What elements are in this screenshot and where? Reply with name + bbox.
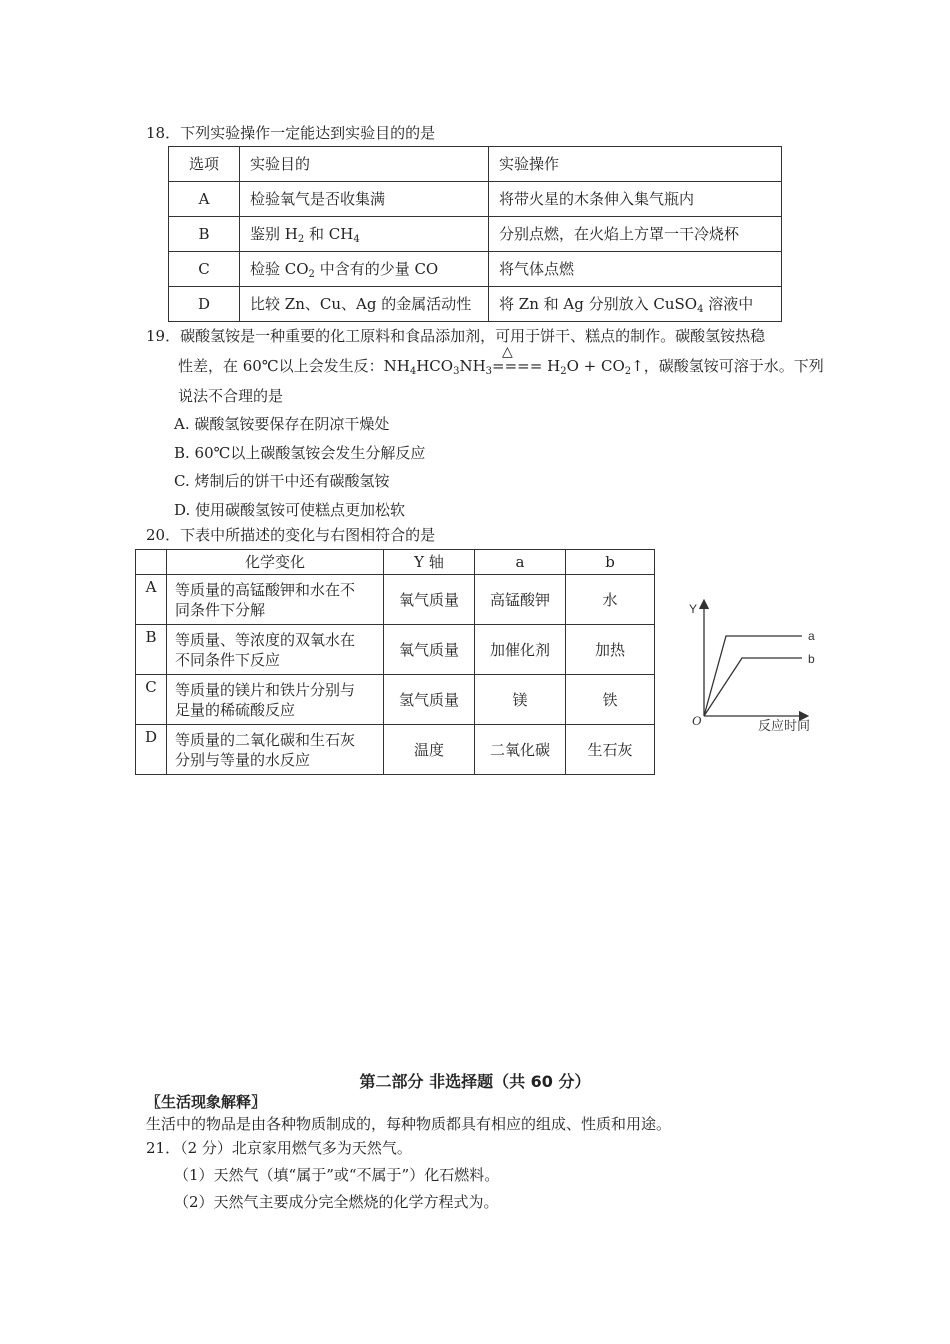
goal-cell: 检验氧气是否收集满 — [240, 182, 489, 217]
curve-a-label: a — [808, 629, 815, 643]
header-option: 选项 — [169, 147, 240, 182]
q19-line2: 性差，在 60℃以上会发生反：$NH_4HCO_3NH_3$ △ ==== $H_2O$ + $CO_2↑$，碳酸氢铵可溶于水。下列 — [178, 344, 824, 377]
table-row — [136, 575, 655, 625]
header-blank — [136, 550, 167, 575]
table-row — [136, 675, 655, 725]
q19-option-b: B. 60℃以上碳酸氢铵会发生分解反应 — [174, 444, 426, 462]
q19-line1: 19．碳酸氢铵是一种重要的化工原料和食品添加剂，可用于饼干、糕点的制作。碳酸氢铵热稳 — [146, 327, 766, 345]
option-cell: B — [136, 625, 167, 675]
goal-cell: 检验 $CO_2$ 中含有的少量 CO — [240, 252, 489, 287]
y-cell: 氧气质量 — [384, 625, 475, 675]
b-cell: 加热 — [566, 625, 655, 675]
q20-graph — [680, 598, 830, 743]
q21-stem: 21．（2 分）北京家用燃气多为天然气。 — [146, 1139, 412, 1157]
goal-cell: 比较 Zn、Cu、Ag 的金属活动性 — [240, 287, 489, 322]
change-cell: 等质量的二氧化碳和生石灰 分别与等量的水反应 — [167, 725, 384, 775]
option-cell: A — [169, 182, 240, 217]
option-cell: A — [136, 575, 167, 625]
header-b: b — [566, 550, 655, 575]
section-heading: 〖生活现象解释〗 — [146, 1093, 267, 1111]
option-cell: D — [169, 287, 240, 322]
q19-option-c: C. 烤制后的饼干中还有碳酸氢铵 — [174, 472, 390, 490]
operation-cell: 将气体点燃 — [489, 252, 782, 287]
origin-label: O — [692, 713, 702, 728]
table-row — [169, 147, 782, 182]
q20-table — [135, 549, 655, 775]
table-row — [136, 625, 655, 675]
header-change: 化学变化 — [167, 550, 384, 575]
y-cell: 温度 — [384, 725, 475, 775]
header-goal: 实验目的 — [240, 147, 489, 182]
x-axis-label: 反应时间 — [758, 719, 811, 734]
a-cell: 镁 — [475, 675, 566, 725]
heat-symbol: △ — [502, 344, 513, 360]
table-row — [169, 252, 782, 287]
header-operation: 实验操作 — [489, 147, 782, 182]
curve-b-label: b — [808, 652, 815, 666]
q18-stem: 18．下列实验操作一定能达到实验目的的是 — [146, 124, 436, 142]
a-cell: 二氧化碳 — [475, 725, 566, 775]
option-cell: D — [136, 725, 167, 775]
y-cell: 氧气质量 — [384, 575, 475, 625]
table-row — [136, 725, 655, 775]
header-a: a — [475, 550, 566, 575]
table-row — [169, 182, 782, 217]
operation-cell: 将 Zn 和 Ag 分别放入 CuSO$_4$ 溶液中 — [489, 287, 782, 322]
curve-a — [704, 636, 802, 716]
change-cell: 等质量的镁片和铁片分别与 足量的稀硫酸反应 — [167, 675, 384, 725]
curve-b — [704, 658, 802, 716]
goal-cell: 鉴别 $H_2$ 和 $CH_4$ — [240, 217, 489, 252]
q21-sub2: （2）天然气主要成分完全燃烧的化学方程式为。 — [174, 1193, 499, 1211]
q19-line3: 说法不合理的是 — [178, 387, 284, 405]
table-row — [136, 550, 655, 575]
operation-cell: 分别点燃，在火焰上方罩一干冷烧杯 — [489, 217, 782, 252]
b-cell: 水 — [566, 575, 655, 625]
operation-cell: 将带火星的木条伸入集气瓶内 — [489, 182, 782, 217]
change-cell: 等质量的高锰酸钾和水在不 同条件下分解 — [167, 575, 384, 625]
q21-sub1: （1）天然气（填“属于”或“不属于”）化石燃料。 — [174, 1166, 500, 1184]
y-axis-label: Y — [689, 602, 698, 616]
q20-stem: 20．下表中所描述的变化与右图相符合的是 — [146, 526, 436, 544]
option-cell: C — [169, 252, 240, 287]
q18-table — [168, 146, 782, 322]
q19-option-a: A. 碳酸氢铵要保存在阴凉干燥处 — [174, 415, 390, 433]
part2-title: 第二部分 非选择题（共 60 分） — [359, 1072, 591, 1091]
option-cell: B — [169, 217, 240, 252]
b-cell: 生石灰 — [566, 725, 655, 775]
a-cell: 加催化剂 — [475, 625, 566, 675]
table-row — [169, 287, 782, 322]
table-row — [169, 217, 782, 252]
part2-intro: 生活中的物品是由各种物质制成的，每种物质都具有相应的组成、性质和用途。 — [146, 1115, 672, 1133]
header-y: Y 轴 — [384, 550, 475, 575]
a-cell: 高锰酸钾 — [475, 575, 566, 625]
q19-option-d: D. 使用碳酸氢铵可使糕点更加松软 — [174, 501, 406, 519]
b-cell: 铁 — [566, 675, 655, 725]
change-cell: 等质量、等浓度的双氧水在 不同条件下反应 — [167, 625, 384, 675]
option-cell: C — [136, 675, 167, 725]
y-cell: 氢气质量 — [384, 675, 475, 725]
